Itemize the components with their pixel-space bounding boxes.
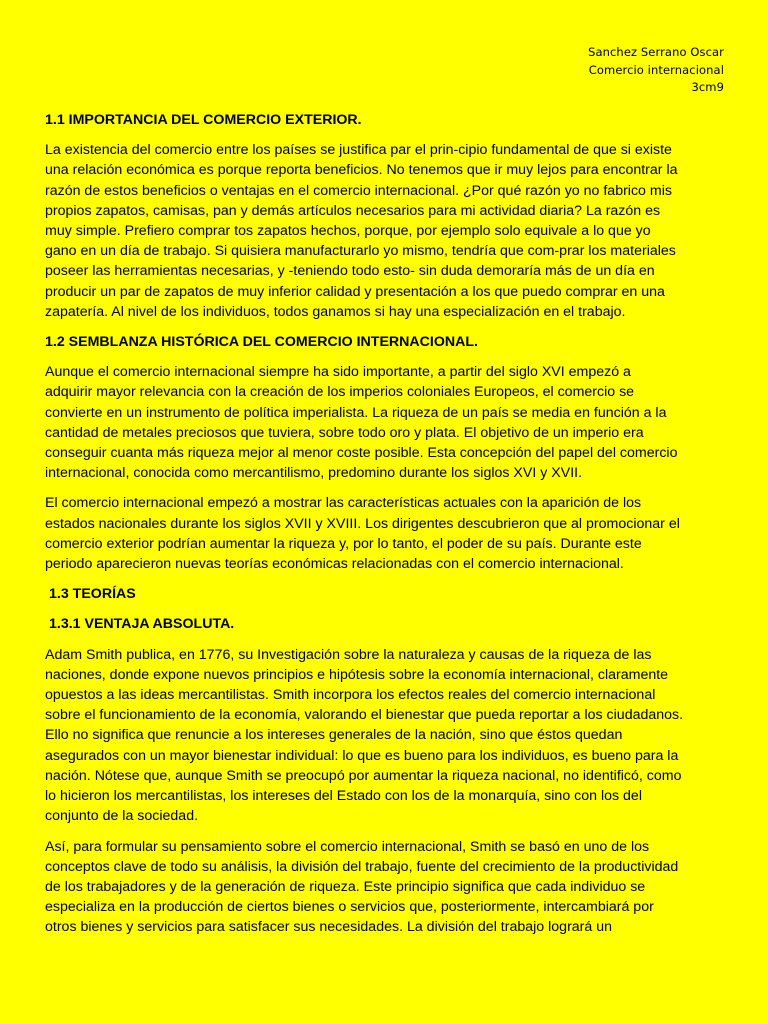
text-line: de los trabajadores y de la generación de riqueza. Este principio significa que cada individuo se [45, 878, 646, 895]
text-line: nación. Nótese que, aunque Smith se preocupó por aumentar la riqueza nacional, no identificó, como [45, 767, 682, 784]
text-line: propios zapatos, camisas, pan y demás artículos necesarios para mi actividad diaria? La razón es [45, 202, 661, 219]
text-line: comercio exterior podrían aumentar la riqueza y, por lo tanto, el poder de su país. Durante este [45, 535, 642, 552]
paragraph [45, 493, 725, 574]
text-line: razón de estos beneficios o ventajas en el comercio internacional. ¿Por qué razón yo no fabrico mis [45, 182, 672, 199]
document-body [45, 110, 725, 948]
group-code: 3cm9 [691, 80, 724, 94]
text-line: conceptos clave de todo su análisis, la división del trabajo, fuente del crecimiento de la productividad [45, 858, 679, 875]
text-line: adquirir mayor relevancia con la creación de los imperios coloniales Europeos, el comercio se [45, 384, 635, 401]
text-line: La existencia del comercio entre los países se justifica par el prin-cipio fundamental de que si existe [45, 142, 672, 159]
paragraph [45, 645, 725, 827]
text-line: convierte en un instrumento de política imperialista. La riqueza de un país se media en función a la [45, 404, 667, 421]
text-line: lo hicieron los mercantilistas, los intereses del Estado con los de la monarquía, sino con los del [45, 788, 642, 805]
text-line: Así, para formular su pensamiento sobre el comercio internacional, Smith se basó en uno de los [45, 838, 650, 855]
text-line: conseguir cuanta más riqueza mejor al menor coste posible. Esta concepción del papel del comercio [45, 445, 678, 462]
text-line: muy simple. Prefiero comprar tos zapatos hechos, porque, por ejemplo solo equivale a lo que yo [45, 223, 651, 240]
text-line: cantidad de metales preciosos que tuviera, sobre todo oro y plata. El objetivo de un imperio era [45, 424, 644, 441]
text-line: poseer las herramientas necesarias, y -teniendo todo esto- sin duda demoraría más de un día en [45, 263, 655, 280]
text-line: periodo aparecieron nuevas teorías económicas relacionadas con el comercio internacional. [45, 556, 624, 573]
course-name: Comercio internacional [588, 62, 724, 77]
text-line: otros bienes y servicios para satisfacer sus necesidades. La división del trabajo logrará un [45, 919, 613, 936]
text-line: gano en un día de trabajo. Si quisiera manufacturarlo yo mismo, tendría que com-prar los materiales [45, 243, 676, 260]
paragraph [45, 362, 725, 483]
text-line: Aunque el comercio internacional siempre ha sido importante, a partir del siglo XVI empezó a [45, 364, 631, 381]
paragraph [45, 140, 725, 322]
text-line: Adam Smith publica, en 1776, su Investigación sobre la naturaleza y causas de la riqueza de las [45, 646, 652, 663]
text-line: Ello no significa que renuncie a los intereses generales de la nación, sino que éstos quedan [45, 727, 623, 744]
subsection-heading: 1.3.1 VENTAJA ABSOLUTA. [49, 616, 235, 633]
section-heading: 1.1 IMPORTANCIA DEL COMERCIO EXTERIOR. [45, 112, 362, 128]
text-line: internacional, conocida como mercantilismo, predomino durante los siglos XVI y XVII. [45, 465, 583, 482]
author-block [588, 44, 724, 97]
paragraph [45, 837, 725, 938]
section-heading: 1.2 SEMBLANZA HISTÓRICA DEL COMERCIO INTERNACIONAL. [45, 334, 478, 351]
text-line: El comercio internacional empezó a mostrar las características actuales con la aparición de los [45, 495, 642, 512]
text-line: especializa en la producción de ciertos bienes o servicios que, posteriormente, intercambiará por [45, 899, 654, 916]
text-line: zapatería. Al nivel de los individuos, todos ganamos si hay una especialización en el trabajo. [45, 303, 626, 320]
text-line: sobre el funcionamiento de la economía, valorando el bienestar que pueda reportar a los ciudadanos. [45, 707, 684, 724]
text-line: una relación económica es porque reporta beneficios. No tenemos que ir muy lejos para encontrar la [45, 162, 678, 179]
text-line: producir un par de zapatos de muy inferior calidad y presentación a los que puedo comprar en una [45, 283, 665, 300]
text-line: asegurados con un mayor bienestar individual: lo que es bueno para los individuos, es bueno para la [45, 747, 679, 764]
text-line: naciones, donde expone nuevos principios e hipótesis sobre la economía internacional, claramente [45, 666, 669, 683]
section-heading: 1.3 TEORÍAS [49, 586, 136, 603]
text-line: estados nacionales durante los siglos XVII y XVIII. Los dirigentes descubrieron que al promocionar el [45, 515, 680, 532]
text-line: conjunto de la sociedad. [45, 808, 199, 825]
author-name: Sanchez Serrano Oscar [588, 45, 724, 59]
text-line: opuestos a las ideas mercantilistas. Smith incorpora los efectos reales del comercio internacional [45, 687, 656, 704]
